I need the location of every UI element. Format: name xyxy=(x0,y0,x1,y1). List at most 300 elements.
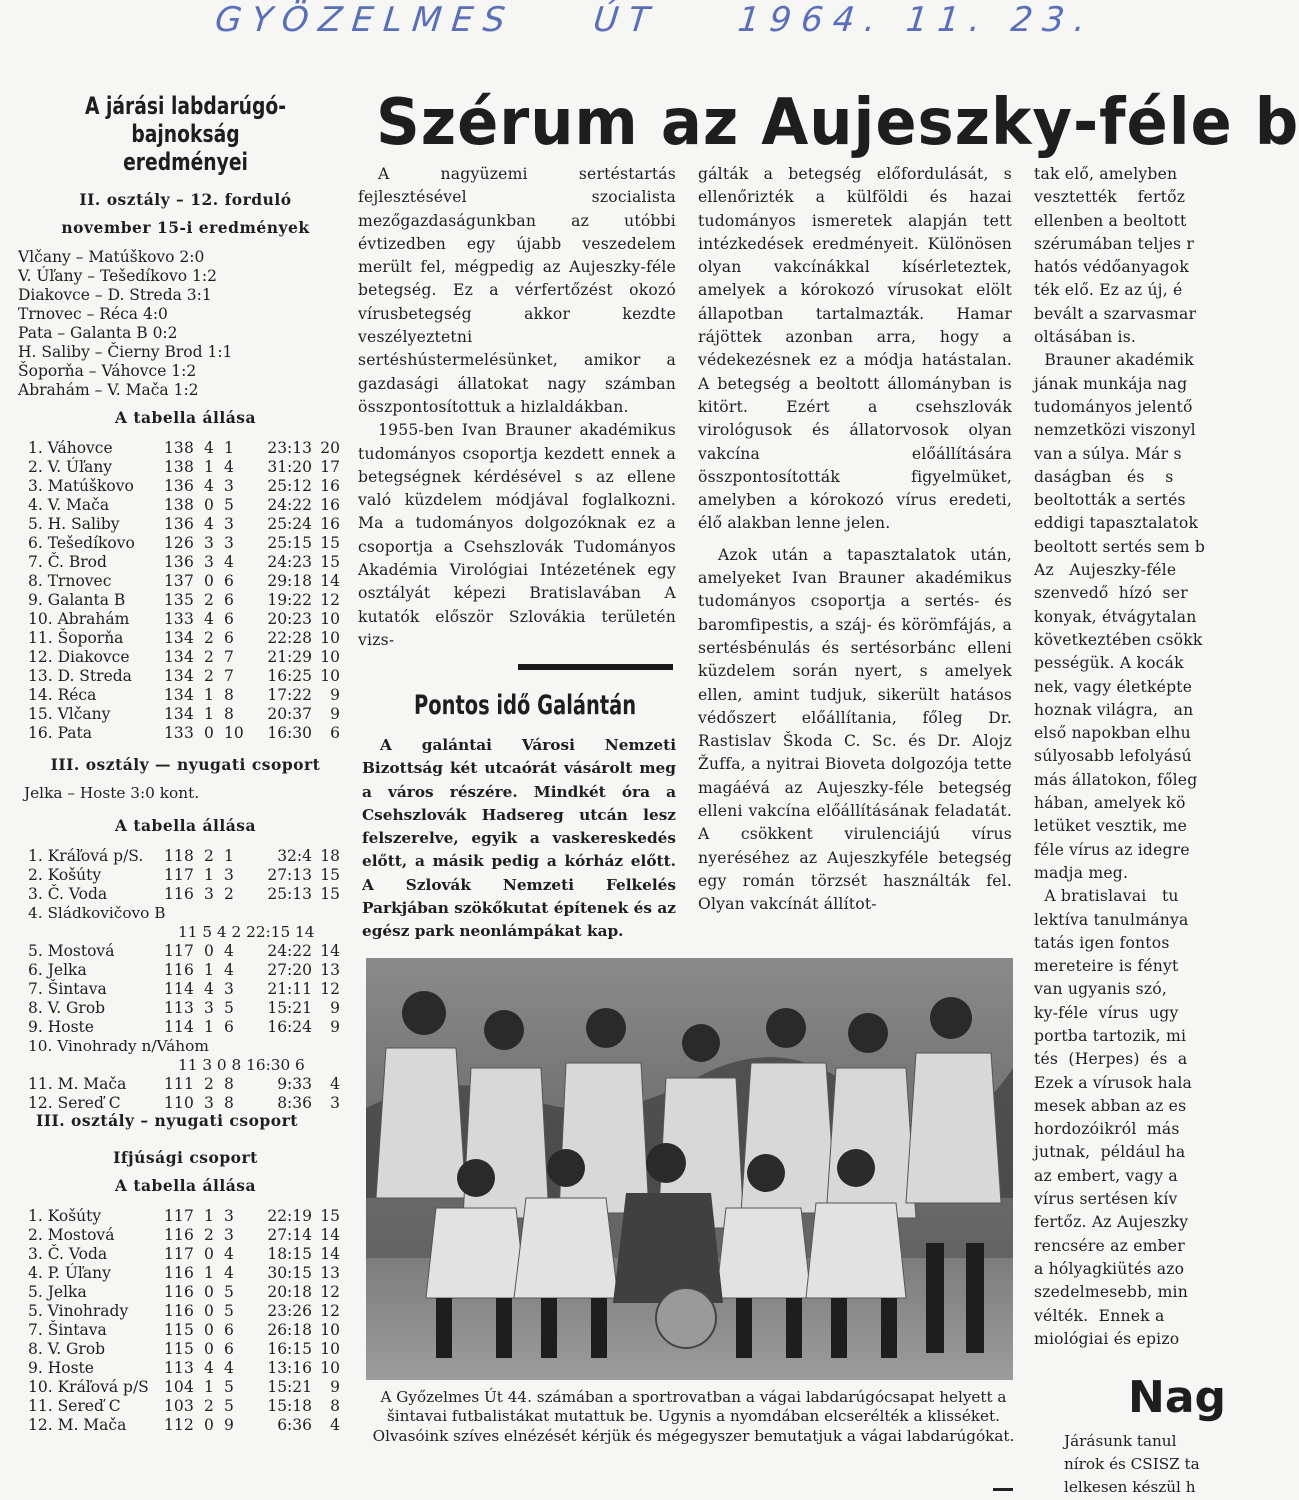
article-line: ky-féle vírus ugy xyxy=(1034,1003,1179,1022)
article-paragraph: gálták a betegség előfordulását, s ellenőrizték a külföldi és hazai tudományos ismeretek alapján tett intézkedések eredményeit. Különösen olyan vakcínákkal kísérleteztek, amelyek a kórokozó vírusokat elölt állapotban tartalmazták. Hamar rájöttek azonban arra, hogy a védekezésnek ez a módja hatástalan. A betegség a beoltott állományban is kitört. Ezért a csehszlovák virológusok és állatorvosok olyan vakcína előállítására összpontosították figyelmüket, amelyben a kórokozó vírus eredeti, élő alakban lenne jelen. xyxy=(698,165,1012,533)
table-row xyxy=(18,1416,340,1435)
stat-cell: 9 xyxy=(330,705,340,723)
stat-cell: 4 xyxy=(224,553,234,571)
stat-cell: 23:13 xyxy=(267,439,312,457)
stat-cell: 17:22 xyxy=(267,686,312,704)
table-row xyxy=(18,686,340,705)
stat-cell: 6 xyxy=(184,1264,194,1282)
stat-cell: 9 xyxy=(330,686,340,704)
stat-cell: 3 xyxy=(204,534,214,552)
stat-cell: 11 xyxy=(164,1264,184,1282)
stat-cell: 24:22 xyxy=(267,496,312,514)
article-line: mereteire is fényt xyxy=(1034,957,1179,976)
team-name: 12. Sereď C xyxy=(28,1094,121,1112)
stat-cell: 0 xyxy=(204,1321,214,1339)
team-name: 12. M. Mača xyxy=(28,1416,127,1434)
article-column-3 xyxy=(1034,163,1234,1351)
stat-cell: 6 xyxy=(224,610,234,628)
article-column-2 xyxy=(698,163,1012,917)
stat-cell: 4 xyxy=(184,629,194,647)
team-name: 9. Galanta B xyxy=(28,591,126,609)
stat-cell: 0 xyxy=(204,724,214,742)
stat-cell: 8 xyxy=(224,705,234,723)
article-line: A bratislavai tu xyxy=(1034,887,1179,906)
article-line: más állatokon, főleg xyxy=(1034,770,1198,789)
table-row xyxy=(18,847,340,866)
article-line: fertőz. Az Aujeszky xyxy=(1034,1213,1189,1232)
stat-cell: 27:14 xyxy=(267,1226,312,1244)
table-row-stats: 11 3 0 8 16:30 6 xyxy=(178,1056,305,1074)
stat-cell: 21:11 xyxy=(267,980,312,998)
article-line: tudományos jelentő xyxy=(1034,397,1193,416)
table-row xyxy=(18,885,340,904)
match-result: V. Úľany – Tešedíkovo 1:2 xyxy=(18,267,217,285)
team-name: 2. Košúty xyxy=(28,866,102,884)
stat-cell: 11 xyxy=(164,1283,184,1301)
sports-heading: A járási labdarúgó-bajnokság eredményei xyxy=(84,92,287,176)
stat-cell: 3 xyxy=(224,515,234,533)
next-article-heading: Nag xyxy=(1128,1372,1227,1423)
stat-cell: 12 xyxy=(164,534,184,552)
section-divider xyxy=(518,664,673,670)
stat-cell: 2 xyxy=(204,1075,214,1093)
standings-table-iii-c xyxy=(18,1075,340,1113)
stat-cell: 4 xyxy=(204,477,214,495)
stat-cell: 11 xyxy=(164,1094,184,1112)
team-photo-image xyxy=(366,958,1013,1380)
stat-cell: 13 xyxy=(164,572,184,590)
match-result: H. Saliby – Čierny Brod 1:1 xyxy=(18,343,233,361)
stat-cell: 4 xyxy=(204,980,214,998)
stat-cell: 0 xyxy=(204,942,214,960)
stat-cell: 13 xyxy=(164,705,184,723)
article-line: szérumában teljes r xyxy=(1034,234,1195,253)
photo-caption: A Győzelmes Út 44. számában a sportrovatban a vágai labdarúgócsapat helyett a šintavai futbalistákat mutattuk be. Ugynis a nyomdában elcserélték a klisséket. Olvasóink szíves elnézését kérjük és mégegyszer bemutatjuk a vágai labdarúgókat. xyxy=(372,1388,1015,1445)
stat-cell: 10 xyxy=(320,610,340,628)
stat-cell: 13 xyxy=(320,961,340,979)
standings-table-iii-b xyxy=(18,942,340,1037)
stat-cell: 4 xyxy=(184,705,194,723)
article-line: bevált a szarvasmar xyxy=(1034,304,1197,323)
table-row xyxy=(18,629,340,648)
stat-cell: 14 xyxy=(320,1226,340,1244)
table-row xyxy=(18,1245,340,1264)
handwritten-annotation xyxy=(213,0,1098,46)
stat-cell: 15 xyxy=(320,885,340,903)
stat-cell: 1 xyxy=(184,1075,194,1093)
article-line: szenvedő hízó ser xyxy=(1034,584,1188,603)
article-line: ték elő. Ez az új, é xyxy=(1034,281,1183,300)
stat-cell: 23:26 xyxy=(267,1302,312,1320)
stat-cell: 22:28 xyxy=(267,629,312,647)
stat-cell: 3 xyxy=(204,553,214,571)
stat-cell: 4 xyxy=(330,1075,340,1093)
article-line: oltásában is. xyxy=(1034,328,1137,347)
stat-cell: 20 xyxy=(320,439,340,457)
stat-cell: 2 xyxy=(204,629,214,647)
stat-cell: 10 xyxy=(224,724,244,742)
stat-cell: 11 xyxy=(164,961,184,979)
stat-cell: 10 xyxy=(320,629,340,647)
stat-cell: 5 xyxy=(224,1397,234,1415)
notice-headline: Pontos idő Galántán xyxy=(414,690,637,721)
team-name: 4. V. Mača xyxy=(28,496,110,514)
article-line: konyak, étvágytalan xyxy=(1034,607,1197,626)
stat-cell: 5 xyxy=(224,496,234,514)
article-line: jának munkája nag xyxy=(1034,374,1188,393)
stat-cell: 11 xyxy=(164,1207,184,1225)
table-row xyxy=(18,1207,340,1226)
round-date: november 15-i eredmények xyxy=(61,218,310,237)
stat-cell: 4 xyxy=(204,439,214,457)
table-row xyxy=(18,1378,340,1397)
article-column-1 xyxy=(358,163,676,652)
article-line: vírus sertésen kív xyxy=(1034,1190,1178,1209)
article-line: súlyosabb lefolyású xyxy=(1034,747,1192,766)
stat-cell: 1 xyxy=(224,439,234,457)
stat-cell: 4 xyxy=(184,686,194,704)
match-result: Abrahám – V. Mača 1:2 xyxy=(18,381,199,399)
stat-cell: 4 xyxy=(224,1359,234,1377)
handwritten-word-1: GYÖZELMES xyxy=(213,0,517,40)
stat-cell: 6 xyxy=(184,1302,194,1320)
stat-cell: 8 xyxy=(184,496,194,514)
team-name: 7. Šintava xyxy=(28,980,107,998)
table-row: 4. Sládkovičovo B xyxy=(28,904,166,922)
stat-cell: 16:15 xyxy=(267,1340,312,1358)
stat-cell: 10 xyxy=(164,1397,184,1415)
stat-cell: 9 xyxy=(330,999,340,1017)
stat-cell: 4 xyxy=(204,1359,214,1377)
stat-cell: 25:12 xyxy=(267,477,312,495)
team-name: 1. Kráľová p/S. xyxy=(28,847,144,865)
sports-results-column xyxy=(18,92,353,1435)
article-line: féle vírus az idegre xyxy=(1034,840,1190,859)
stat-cell: 5 xyxy=(224,1283,234,1301)
article-line: tak elő, amelyben xyxy=(1034,165,1178,183)
stat-cell: 1 xyxy=(204,1018,214,1036)
stat-cell: 12 xyxy=(320,980,340,998)
table-row xyxy=(18,1302,340,1321)
stat-cell: 2 xyxy=(204,591,214,609)
team-name: 15. Vlčany xyxy=(28,705,111,723)
stat-cell: 6 xyxy=(224,572,234,590)
stat-cell: 12 xyxy=(320,591,340,609)
stat-cell: 16:30 xyxy=(267,724,312,742)
table-row xyxy=(18,477,340,496)
section-title-youth: Ifjúsági csoport xyxy=(113,1148,258,1167)
stat-cell: 13:16 xyxy=(267,1359,312,1377)
stat-cell: 13 xyxy=(164,515,184,533)
stat-cell: 13 xyxy=(164,477,184,495)
stat-cell: 11 xyxy=(164,1302,184,1320)
stat-cell: 3 xyxy=(184,1359,194,1377)
stat-cell: 6 xyxy=(184,961,194,979)
stat-cell: 0 xyxy=(204,1245,214,1263)
stat-cell: 5 xyxy=(224,999,234,1017)
table-row xyxy=(18,1340,340,1359)
table-row xyxy=(18,705,340,724)
stat-cell: 8 xyxy=(184,847,194,865)
stat-cell: 4 xyxy=(204,610,214,628)
table-row xyxy=(18,648,340,667)
stat-cell: 5 xyxy=(184,1340,194,1358)
handwritten-date: 1964. 11. 23. xyxy=(735,0,1098,40)
stat-cell: 15 xyxy=(320,866,340,884)
article-line: tés (Herpes) és a xyxy=(1034,1050,1188,1069)
stat-cell: 6 xyxy=(184,1226,194,1244)
next-article-text: Járásunk tanul nírok és CSISZ ta lelkesen készül h xyxy=(1064,1432,1200,1496)
stat-cell: 7 xyxy=(184,1207,194,1225)
stat-cell: 1 xyxy=(204,1207,214,1225)
stat-cell: 6 xyxy=(184,515,194,533)
stat-cell: 3 xyxy=(184,1397,194,1415)
stat-cell: 9 xyxy=(330,1378,340,1396)
match-result: Pata – Galanta B 0:2 xyxy=(18,324,178,342)
stat-cell: 10 xyxy=(320,648,340,666)
table-row-stats: 11 5 4 2 22:15 14 xyxy=(178,923,315,941)
iii-result: Jelka – Hoste 3:0 kont. xyxy=(24,784,200,802)
team-name: 5. Mostová xyxy=(28,942,115,960)
stat-cell: 6 xyxy=(224,629,234,647)
stat-cell: 15:21 xyxy=(267,1378,312,1396)
article-line: hatós védőanyagok xyxy=(1034,258,1190,277)
article-paragraph: Azok után a tapasztalatok után, amelyeket Ivan Brauner akadémikus tudományos csoportja a sertés- és baromfipestis, a száj- és körömfájás, a sertésbénulás és sertésorbánc elleni küzdelem során nyert, s amelyek ellen, amint tudjuk, sikerült hatásos védőszert előállítania, főleg Dr. Rastislav Škoda C. Sc. és Dr. Alojz Žuffa, a nyitrai Bioveta dolgozója tette magáévá az Aujeszky-féle betegség elleni vakcína előállításának feladatát. A csökkent virulenciájú vírus nyeréséhez az Aujeszkyféle betegség egy román törzsét használták fel. Olyan vakcínát állítot- xyxy=(698,545,1012,914)
team-name: 11. Šoporňa xyxy=(28,629,124,647)
stat-cell: 1 xyxy=(204,1264,214,1282)
section-title-iii-repeat: III. osztály – nyugati csoport xyxy=(36,1111,298,1130)
stat-cell: 3 xyxy=(224,1207,234,1225)
stat-cell: 5 xyxy=(184,1321,194,1339)
stat-cell: 8 xyxy=(224,686,234,704)
stat-cell: 11 xyxy=(164,866,184,884)
section-title-iii: III. osztály — nyugati csoport xyxy=(50,755,321,774)
team-name: 8. V. Grob xyxy=(28,1340,106,1358)
stat-cell: 0 xyxy=(184,1094,194,1112)
table-row xyxy=(18,667,340,686)
standings-table-ii xyxy=(18,439,340,743)
stat-cell: 11 xyxy=(164,980,184,998)
team-name: 14. Réca xyxy=(28,686,97,704)
article-line: eddigi tapasztalatok xyxy=(1034,514,1199,533)
stat-cell: 11 xyxy=(164,999,184,1017)
match-result: Vlčany – Matúškovo 2:0 xyxy=(18,248,205,266)
stat-cell: 13 xyxy=(164,610,184,628)
stat-cell: 17 xyxy=(320,458,340,476)
stat-cell: 20:23 xyxy=(267,610,312,628)
stat-cell: 0 xyxy=(204,1416,214,1434)
article-line: lektíva tanulmánya xyxy=(1034,910,1189,929)
stat-cell: 1 xyxy=(204,686,214,704)
stat-cell: 1 xyxy=(204,866,214,884)
stat-cell: 11 xyxy=(164,1359,184,1377)
stat-cell: 4 xyxy=(184,1378,194,1396)
stat-cell: 24:22 xyxy=(267,942,312,960)
stat-cell: 2 xyxy=(204,648,214,666)
stat-cell: 1 xyxy=(204,961,214,979)
team-name: 7. Šintava xyxy=(28,1321,107,1339)
stat-cell: 6 xyxy=(224,1340,234,1358)
stat-cell: 11 xyxy=(164,942,184,960)
team-name: 3. Matúškovo xyxy=(28,477,134,495)
team-name: 1. Váhovce xyxy=(28,439,113,457)
table-row xyxy=(18,999,340,1018)
stat-cell: 10 xyxy=(320,1359,340,1377)
stat-cell: 3 xyxy=(224,1226,234,1244)
article-line: beoltották a sertés xyxy=(1034,491,1186,510)
article-line: ellenben a beoltott xyxy=(1034,211,1187,230)
team-name: 6. Jelka xyxy=(28,961,87,979)
table-row xyxy=(18,458,340,477)
team-name: 5. Vinohrady xyxy=(28,1302,129,1320)
stat-cell: 13 xyxy=(164,496,184,514)
stat-cell: 16:24 xyxy=(267,1018,312,1036)
table-row xyxy=(18,534,340,553)
stat-cell: 14 xyxy=(320,572,340,590)
team-name: 2. V. Úľany xyxy=(28,458,113,476)
stat-cell: 13 xyxy=(164,629,184,647)
handwritten-word-2: ÚT xyxy=(591,0,662,40)
stat-cell: 3 xyxy=(330,1094,340,1112)
stat-cell: 13 xyxy=(164,458,184,476)
table-row xyxy=(18,439,340,458)
stat-cell: 4 xyxy=(224,458,234,476)
stat-cell: 14 xyxy=(320,942,340,960)
stat-cell: 13 xyxy=(164,724,184,742)
team-name: 16. Pata xyxy=(28,724,93,742)
stat-cell: 14 xyxy=(320,1245,340,1263)
stat-cell: 18 xyxy=(320,847,340,865)
team-name: 5. H. Saliby xyxy=(28,515,120,533)
stat-cell: 3 xyxy=(204,885,214,903)
stat-cell: 26:18 xyxy=(267,1321,312,1339)
stat-cell: 11 xyxy=(164,1416,184,1434)
stat-cell: 15 xyxy=(320,534,340,552)
stat-cell: 4 xyxy=(184,648,194,666)
stat-cell: 13 xyxy=(320,1264,340,1282)
stat-cell: 4 xyxy=(224,1245,234,1263)
table-row xyxy=(18,1075,340,1094)
table-row xyxy=(18,1397,340,1416)
stat-cell: 16 xyxy=(320,477,340,495)
article-line: szedelmesebb, min xyxy=(1034,1283,1188,1302)
stat-cell: 25:15 xyxy=(267,534,312,552)
team-name: 12. Diakovce xyxy=(28,648,130,666)
article-line: vesztették fertőz xyxy=(1034,188,1186,207)
table-row: 10. Vinohrady n/Váhom xyxy=(28,1037,209,1055)
stat-cell: 13 xyxy=(164,439,184,457)
stat-cell: 30:15 xyxy=(267,1264,312,1282)
team-name: 9. Hoste xyxy=(28,1359,94,1377)
table-row xyxy=(18,724,340,743)
stat-cell: 6 xyxy=(184,477,194,495)
team-name: 10. Abrahám xyxy=(28,610,130,628)
stat-cell: 11 xyxy=(164,1226,184,1244)
article-line: következtében csökk xyxy=(1034,630,1203,649)
stat-cell: 0 xyxy=(204,1302,214,1320)
table-row xyxy=(18,1226,340,1245)
section-title-ii: II. osztály – 12. forduló xyxy=(79,190,292,209)
stat-cell: 6 xyxy=(224,591,234,609)
article-headline: Szérum az Aujeszky-féle b xyxy=(376,86,1299,160)
stat-cell: 11 xyxy=(164,885,184,903)
standings-table-youth xyxy=(18,1207,340,1435)
article-line: hában, amelyek kö xyxy=(1034,794,1186,813)
match-results xyxy=(18,248,353,400)
stat-cell: 3 xyxy=(224,980,234,998)
stat-cell: 7 xyxy=(224,667,234,685)
team-name: 13. D. Streda xyxy=(28,667,132,685)
stat-cell: 3 xyxy=(184,999,194,1017)
stat-cell: 19:22 xyxy=(267,591,312,609)
team-name: 4. P. Úľany xyxy=(28,1264,111,1282)
stat-cell: 3 xyxy=(184,610,194,628)
stat-cell: 4 xyxy=(184,980,194,998)
stat-cell: 12 xyxy=(320,1283,340,1301)
team-name: 10. Kráľová p/S xyxy=(28,1378,149,1396)
stat-cell: 31:20 xyxy=(267,458,312,476)
stat-cell: 11 xyxy=(164,1245,184,1263)
stat-cell: 4 xyxy=(224,961,234,979)
team-name: 5. Jelka xyxy=(28,1283,87,1301)
stat-cell: 1 xyxy=(204,1378,214,1396)
stat-cell: 11 xyxy=(164,1018,184,1036)
team-name: 3. Č. Voda xyxy=(28,1245,108,1263)
stat-cell: 3 xyxy=(204,1094,214,1112)
stat-cell: 25:24 xyxy=(267,515,312,533)
stat-cell: 25:13 xyxy=(267,885,312,903)
stat-cell: 7 xyxy=(184,572,194,590)
table-row xyxy=(18,553,340,572)
stat-cell: 6 xyxy=(184,885,194,903)
article-line: jutnak, például ha xyxy=(1034,1143,1186,1162)
stat-cell: 6 xyxy=(224,1321,234,1339)
article-line: Ezek a vírusok hala xyxy=(1034,1073,1193,1092)
stat-cell: 27:20 xyxy=(267,961,312,979)
article-line: portba tartozik, mi xyxy=(1034,1026,1187,1045)
stat-cell: 5 xyxy=(224,1302,234,1320)
stat-cell: 4 xyxy=(224,942,234,960)
table-row xyxy=(18,1321,340,1340)
stat-cell: 4 xyxy=(184,667,194,685)
stat-cell: 20:18 xyxy=(267,1283,312,1301)
notice-text: A galántai Városi Nemzeti Bizottság két utcaórát vásárolt meg a város részére. Mindkét óra a Csehszlovák Hadsereg utcán lesz felszerelve, egyik a vaskereskedés előtt, a másik pedig a kórház előtt. A Szlovák Nemzeti Felkelés Parkjában szökőkutat építenek és az egész park neonlámpákat kap. xyxy=(362,736,676,941)
article-line: az embert, vagy a xyxy=(1034,1166,1178,1185)
table-row xyxy=(18,866,340,885)
stat-cell: 3 xyxy=(224,534,234,552)
stat-cell: 0 xyxy=(204,1340,214,1358)
match-result: Šoporňa – Váhovce 1:2 xyxy=(18,362,197,380)
stat-cell: 13 xyxy=(164,648,184,666)
article-line: nemzetközi viszonyl xyxy=(1034,421,1196,440)
stat-cell: 16 xyxy=(320,515,340,533)
team-name: 9. Hoste xyxy=(28,1018,94,1036)
table-row xyxy=(18,961,340,980)
team-photo xyxy=(366,958,1013,1380)
stat-cell: 1 xyxy=(204,458,214,476)
table-row xyxy=(18,572,340,591)
stat-cell: 13 xyxy=(164,686,184,704)
match-result: Trnovec – Réca 4:0 xyxy=(18,305,168,323)
stat-cell: 4 xyxy=(184,1018,194,1036)
article-line: első napokban elhu xyxy=(1034,724,1191,743)
stat-cell: 16 xyxy=(320,496,340,514)
stat-cell: 2 xyxy=(224,885,234,903)
stat-cell: 7 xyxy=(184,942,194,960)
stat-cell: 0 xyxy=(204,1283,214,1301)
table-title: A tabella állása xyxy=(114,408,257,427)
stat-cell: 8 xyxy=(184,439,194,457)
